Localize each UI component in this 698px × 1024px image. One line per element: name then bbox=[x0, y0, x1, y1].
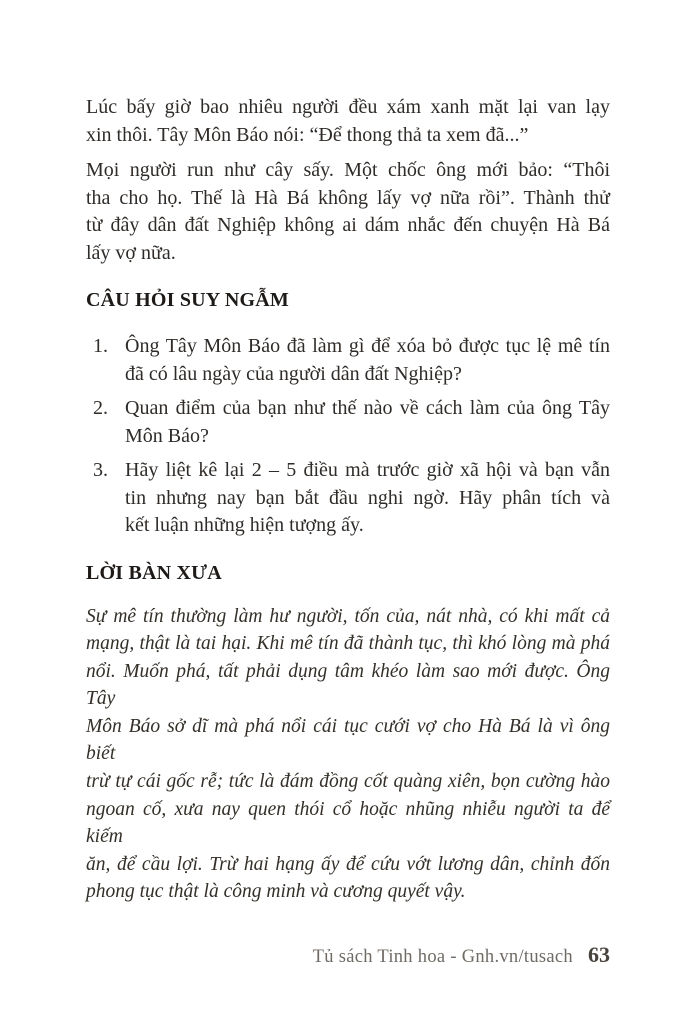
section-heading-commentary: LỜI BÀN XƯA bbox=[86, 561, 222, 584]
questions-list bbox=[86, 333, 610, 540]
text-line: trừ tự cái gốc rễ; tức là đám đồng cốt quàng xiên, bọn cường hào bbox=[86, 771, 610, 793]
body-paragraph bbox=[86, 157, 610, 267]
text-line: Sự mê tín thường làm hư người, tốn của, nát nhà, có khi mất cả bbox=[86, 605, 610, 627]
page-content bbox=[86, 94, 610, 906]
question-text bbox=[125, 333, 610, 388]
text-line: Quan điểm của bạn như thế nào về cách làm của ông Tây bbox=[125, 397, 610, 419]
question-number: 2. bbox=[93, 397, 108, 419]
text-line: từ đây dân đất Nghiệp không ai dám nhắc đến chuyện Hà Bá bbox=[86, 214, 610, 236]
commentary-paragraph bbox=[86, 603, 610, 907]
text-line: xin thôi. Tây Môn Báo nói: “Để thong thả ta xem đã...” bbox=[86, 123, 529, 146]
question-item bbox=[86, 395, 610, 450]
text-line: Ông Tây Môn Báo đã làm gì để xóa bỏ được tục lệ mê tín bbox=[125, 335, 610, 357]
text-line: kết luận những hiện tượng ấy. bbox=[125, 514, 364, 536]
question-item bbox=[86, 457, 610, 540]
question-text bbox=[125, 457, 610, 540]
text-line: Hãy liệt kê lại 2 – 5 điều mà trước giờ xã hội và bạn vẫn bbox=[125, 459, 610, 481]
page-footer bbox=[313, 942, 610, 968]
text-line: Mọi người run như cây sấy. Một chốc ông mới bảo: “Thôi bbox=[86, 159, 610, 181]
page-number: 63 bbox=[588, 942, 610, 967]
text-line: Môn Báo? bbox=[125, 424, 209, 447]
text-line: mạng, thật là tai hại. Khi mê tín đã thành tục, thì khó lòng mà phá bbox=[86, 633, 610, 655]
text-line: đã có lâu ngày của người dân đất Nghiệp? bbox=[125, 362, 462, 385]
question-text bbox=[125, 395, 610, 450]
text-line: tha cho họ. Thế là Hà Bá không lấy vợ nữa rồi”. Thành thử bbox=[86, 186, 610, 209]
text-line: nổi. Muốn phá, tất phải dụng tâm khéo làm sao mới được. Ông Tây bbox=[86, 660, 610, 710]
text-line: phong tục thật là công minh và cương quyết vậy. bbox=[86, 881, 466, 903]
text-line: ăn, để cầu lợi. Trừ hai hạng ấy để cứu vớt lương dân, chỉnh đốn bbox=[86, 853, 610, 875]
body-paragraph bbox=[86, 94, 610, 149]
text-line: ngoan cố, xưa nay quen thói cổ hoặc nhũng nhiễu người ta để kiếm bbox=[86, 798, 610, 848]
section-heading-questions: CÂU HỎI SUY NGẪM bbox=[86, 289, 290, 311]
footer-imprint: Tủ sách Tinh hoa - Gnh.vn/tusach bbox=[312, 947, 573, 967]
text-line: Lúc bấy giờ bao nhiêu người đều xám xanh mặt lại van lạy bbox=[86, 96, 610, 118]
question-item bbox=[86, 333, 610, 388]
question-number: 1. bbox=[93, 335, 108, 357]
question-number: 3. bbox=[93, 459, 108, 481]
text-line: tin nhưng nay bạn bắt đầu nghi ngờ. Hãy phân tích và bbox=[125, 486, 610, 509]
text-line: Môn Báo sở dĩ mà phá nổi cái tục cưới vợ cho Hà Bá là vì ông biết bbox=[86, 715, 610, 765]
text-line: lấy vợ nữa. bbox=[86, 241, 176, 264]
